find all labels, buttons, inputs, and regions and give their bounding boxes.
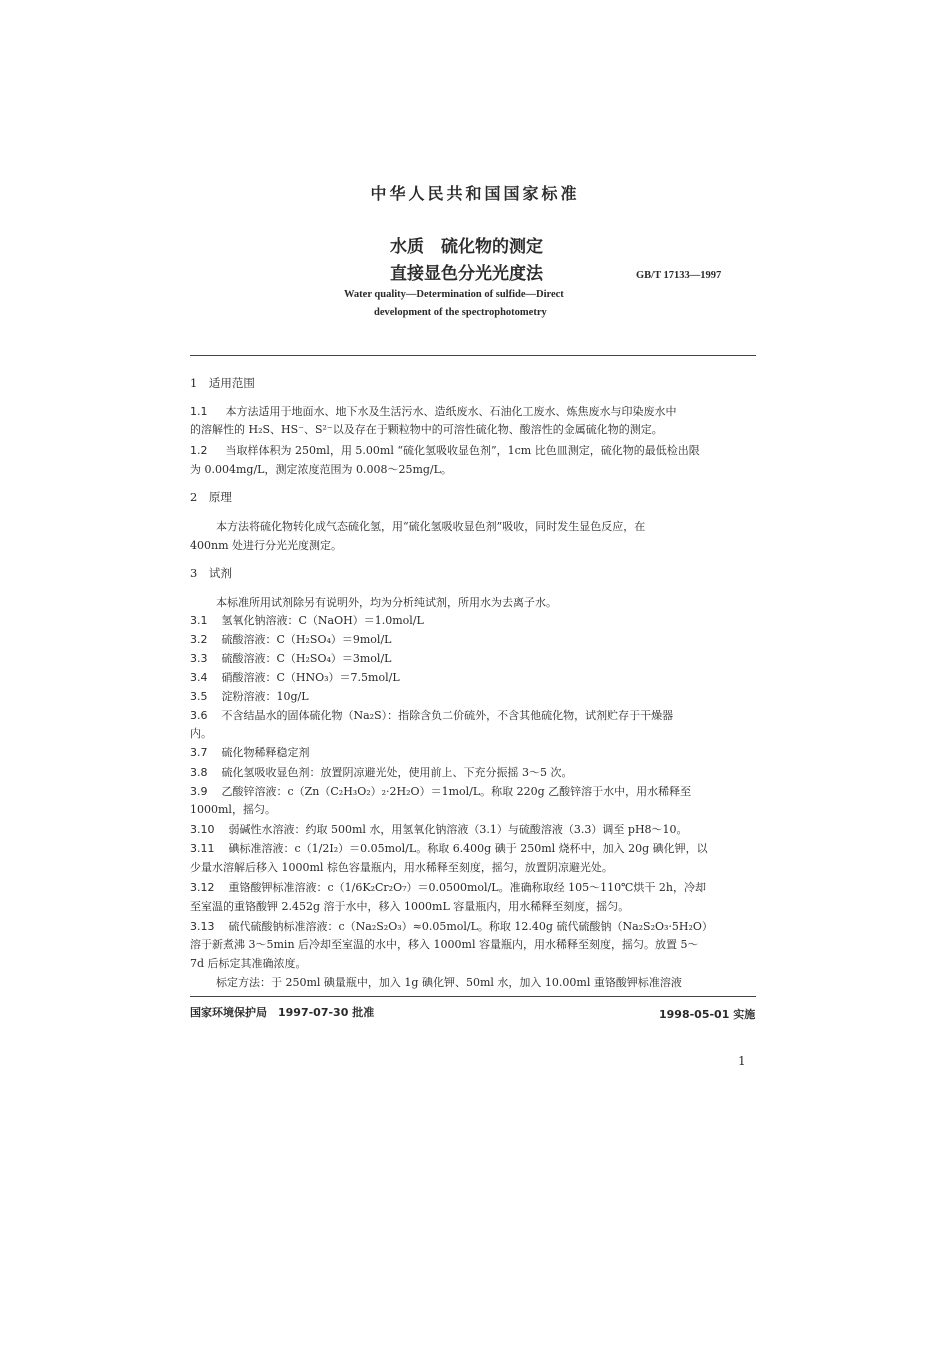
page-number: 1: [738, 1054, 746, 1068]
header-divider: [190, 355, 756, 356]
clause-1-1-line-2: 的溶解性的 H₂S、HS⁻、S²⁻以及存在于颗粒物中的可溶性硫化物、酸溶性的金属硫化物的测定。: [190, 423, 663, 436]
section-3-heading: 3 试剂: [190, 566, 232, 580]
reagent-3-9-line-1: 3.9 乙酸锌溶液：c（Zn（C₂H₃O₂）₂·2H₂O）＝1mol/L。称取 220g 乙酸锌溶于水中，用水稀释至: [190, 785, 692, 798]
reagents-intro: 本标准所用试剂除另有说明外，均为分析纯试剂，所用水为去离子水。: [216, 596, 557, 609]
reagent-3-12-line-2: 至室温的重铬酸钾 2.452g 溶于水中，移入 1000mL 容量瓶内，用水稀释至刻度，摇匀。: [190, 900, 630, 913]
reagent-3-6-line-1: 3.6 不含结晶水的固体硫化物（Na₂S）：指除含负二价硫外，不含其他硫化物，试剂贮存于干燥器: [190, 709, 674, 722]
reagent-item: 3.5 淀粉溶液：10g/L: [190, 690, 309, 703]
reagent-3-10: 3.10 弱碱性水溶液：约取 500ml 水，用氢氧化钠溶液（3.1）与硫酸溶液（3.3）调至 pH8～10。: [190, 823, 688, 836]
calibration-method-line: 标定方法：于 250ml 碘量瓶中，加入 1g 碘化钾、50ml 水，加入 10.00ml 重铬酸钾标准溶液: [216, 976, 682, 989]
reagent-3-6-line-2: 内。: [190, 727, 212, 740]
reagent-item: 3.3 硫酸溶液：C（H₂SO₄）＝3mol/L: [190, 652, 392, 665]
standard-code: GB/T 17133—1997: [636, 270, 722, 281]
clause-1-2-line-1: 1.2 当取样体积为 250ml，用 5.00ml “硫化氢吸收显色剂”，1cm 比色皿测定，硫化物的最低检出限: [190, 442, 700, 460]
issuer-approval: 国家环境保护局 1997-07-30 批准: [190, 1006, 375, 1019]
reagent-3-13-line-3: 7d 后标定其准确浓度。: [190, 957, 307, 970]
reagent-item: 3.1 氢氧化钠溶液：C（NaOH）＝1.0mol/L: [190, 614, 424, 627]
reagent-3-13-line-2: 溶于新煮沸 3～5min 后冷却至室温的水中，移入 1000ml 容量瓶内，用水稀释至刻度，摇匀。放置 5～: [190, 938, 699, 951]
title-line-2: 直接显色分光光度法: [390, 264, 543, 284]
principle-line-2: 400nm 处进行分光光度测定。: [190, 539, 343, 552]
footer-divider: [190, 996, 756, 997]
title-line-1: 水质 硫化物的测定: [390, 237, 543, 257]
clause-1-2-number: 1.2: [190, 444, 208, 457]
reagent-3-12-line-1: 3.12 重铬酸钾标准溶液：c（1/6K₂Cr₂O₇）＝0.0500mol/L。准确称取经 105～110℃烘干 2h，冷却: [190, 881, 706, 894]
reagent-3-7: 3.7 硫化物稀释稳定剂: [190, 746, 310, 759]
reagent-3-9-line-2: 1000ml，摇匀。: [190, 803, 276, 816]
reagent-item: 3.4 硝酸溶液：C（HNO₃）＝7.5mol/L: [190, 671, 400, 684]
english-title-line-2: development of the spectrophotometry: [374, 307, 547, 318]
national-standard-heading: 中华人民共和国国家标准: [370, 184, 580, 203]
clause-1-1-number: 1.1: [190, 405, 208, 418]
section-2-heading: 2 原理: [190, 490, 232, 504]
reagent-3-11-line-1: 3.11 碘标准溶液：c（1/2I₂）＝0.05mol/L。称取 6.400g 碘于 250ml 烧杯中，加入 20g 碘化钾，以: [190, 842, 708, 855]
effective-date: 1998-05-01 实施: [659, 1008, 756, 1021]
clause-1-1-line-1: 1.1 本方法适用于地面水、地下水及生活污水、造纸废水、石油化工废水、炼焦废水与印染废水中: [190, 403, 677, 421]
reagent-item: 3.2 硫酸溶液：C（H₂SO₄）＝9mol/L: [190, 633, 392, 646]
section-1-heading: 1 适用范围: [190, 376, 255, 390]
english-title-line-1: Water quality—Determination of sulfide—Direct: [344, 289, 564, 300]
reagent-3-11-line-2: 少量水溶解后移入 1000ml 棕色容量瓶内，用水稀释至刻度，摇匀，放置阴凉避光处。: [190, 861, 613, 874]
principle-line-1: 本方法将硫化物转化成气态硫化氢，用“硫化氢吸收显色剂”吸收，同时发生显色反应，在: [216, 520, 646, 533]
reagent-3-13-line-1: 3.13 硫代硫酸钠标准溶液：c（Na₂S₂O₃）≈0.05mol/L。称取 12.40g 硫代硫酸钠（Na₂S₂O₃·5H₂O）: [190, 920, 713, 933]
clause-1-2-line-2: 为 0.004mg/L，测定浓度范围为 0.008～25mg/L。: [190, 463, 452, 476]
reagent-3-8: 3.8 硫化氢吸收显色剂：放置阴凉避光处，使用前上、下充分振摇 3～5 次。: [190, 766, 573, 779]
